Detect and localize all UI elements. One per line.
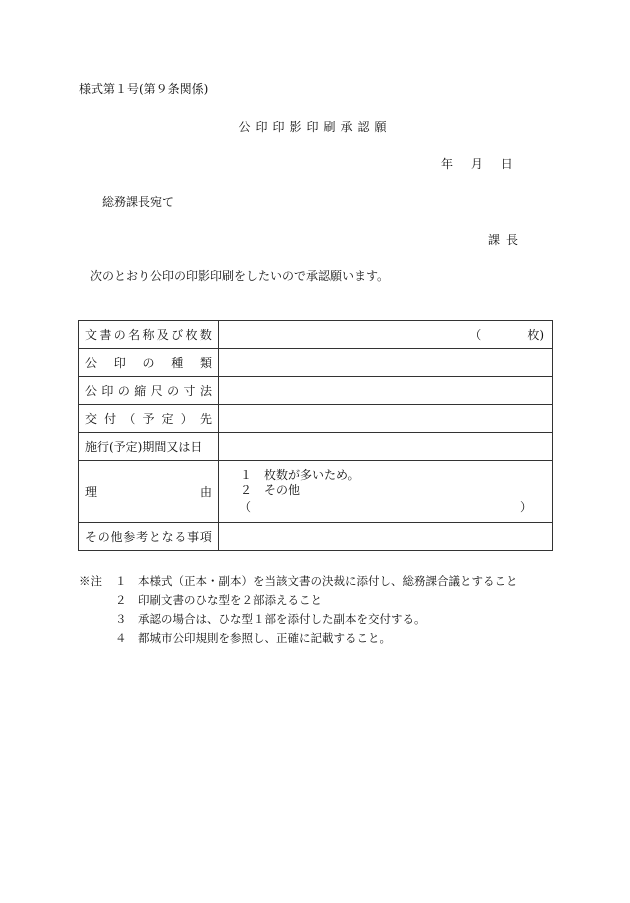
label-char: 由 bbox=[199, 485, 212, 499]
reason-paren-open: （ bbox=[239, 500, 252, 514]
addressee: 総務課長宛て bbox=[102, 195, 175, 209]
note-number: ４ bbox=[115, 631, 127, 645]
date-line bbox=[441, 155, 513, 172]
note-text: 都城市公印規則を参照し、正確に記載すること。 bbox=[138, 631, 391, 645]
row-document-name bbox=[79, 321, 553, 349]
detail-table bbox=[78, 320, 553, 551]
value-delivery-destination[interactable] bbox=[219, 405, 553, 433]
label-delivery-destination bbox=[79, 405, 219, 433]
label-document-name bbox=[79, 321, 219, 349]
label-char: そ bbox=[85, 530, 98, 544]
label-char: な bbox=[161, 530, 174, 544]
label-reason bbox=[79, 461, 219, 523]
label-char: 公 bbox=[85, 356, 98, 370]
row-enforcement-period bbox=[79, 433, 553, 461]
label-char: ） bbox=[180, 412, 193, 426]
value-other-references[interactable] bbox=[219, 523, 553, 551]
document-title: 公印印影印刷承認願 bbox=[238, 120, 392, 134]
note-text: 本様式（正本・副本）を当該文書の決裁に添付し、総務課合議とすること bbox=[138, 574, 518, 588]
reason-option-1[interactable]: １ 枚数が多いため。 bbox=[240, 468, 360, 482]
label-char: の bbox=[113, 328, 126, 342]
reason-other-field[interactable] bbox=[225, 498, 546, 515]
label-char: 定 bbox=[161, 412, 174, 426]
note-number: ３ bbox=[115, 612, 127, 626]
label-char: 書 bbox=[99, 328, 112, 342]
label-char: （ bbox=[123, 412, 136, 426]
date-year: 年 bbox=[441, 157, 454, 171]
value-seal-type[interactable] bbox=[219, 349, 553, 377]
label-char: び bbox=[171, 328, 184, 342]
label-char: 数 bbox=[199, 328, 212, 342]
label-enforcement-period bbox=[79, 433, 219, 461]
note-number: １ bbox=[115, 574, 127, 588]
value-reason[interactable] bbox=[219, 461, 553, 523]
label-char: 先 bbox=[199, 412, 212, 426]
notes bbox=[79, 572, 518, 648]
note-number: ２ bbox=[115, 593, 127, 607]
count-open-paren: （ bbox=[469, 328, 482, 342]
label-char: の bbox=[97, 530, 110, 544]
row-seal-type bbox=[79, 349, 553, 377]
row-other-references bbox=[79, 523, 553, 551]
label-char: 付 bbox=[104, 412, 117, 426]
date-day: 日 bbox=[500, 157, 513, 171]
label-char: 公 bbox=[85, 384, 98, 398]
label-char: 及 bbox=[156, 328, 169, 342]
label-char: 印 bbox=[101, 384, 114, 398]
label-other-references bbox=[79, 523, 219, 551]
label-char: 事 bbox=[187, 530, 200, 544]
row-reason bbox=[79, 461, 553, 523]
label-char: 施行(予定)期間又は日 bbox=[85, 440, 203, 454]
count-unit: 枚) bbox=[527, 328, 544, 342]
label-seal-scale bbox=[79, 377, 219, 405]
note-row bbox=[79, 572, 518, 591]
label-char: と bbox=[148, 530, 161, 544]
label-char: 類 bbox=[199, 356, 212, 370]
label-char: の bbox=[117, 384, 130, 398]
label-char: 尺 bbox=[150, 384, 163, 398]
label-char: 参 bbox=[123, 530, 136, 544]
label-char: 法 bbox=[199, 384, 212, 398]
reason-paren-close: ） bbox=[519, 500, 532, 514]
notes-prefix: ※注 bbox=[79, 574, 102, 588]
label-char: 枚 bbox=[185, 328, 198, 342]
date-month: 月 bbox=[470, 157, 483, 171]
reason-option-2[interactable]: ２ その他 bbox=[240, 483, 301, 497]
label-char: 予 bbox=[142, 412, 155, 426]
note-row bbox=[79, 591, 518, 610]
label-char: の bbox=[142, 356, 155, 370]
label-char: 種 bbox=[171, 356, 184, 370]
label-char: の bbox=[167, 384, 180, 398]
label-char: 名 bbox=[128, 328, 141, 342]
label-char: 印 bbox=[113, 356, 126, 370]
value-seal-scale[interactable] bbox=[219, 377, 553, 405]
row-delivery-destination bbox=[79, 405, 553, 433]
row-seal-scale bbox=[79, 377, 553, 405]
label-char: 理 bbox=[85, 485, 98, 499]
label-char: る bbox=[174, 530, 187, 544]
label-seal-type bbox=[79, 349, 219, 377]
label-char: 交 bbox=[85, 412, 98, 426]
note-row bbox=[79, 629, 518, 648]
request-text: 次のとおり公印の印影印刷をしたいので承認願います。 bbox=[90, 269, 390, 283]
note-text: 承認の場合は、ひな型１部を添付した副本を交付する。 bbox=[138, 612, 426, 626]
label-char: 寸 bbox=[183, 384, 196, 398]
sender: 課長 bbox=[488, 233, 525, 247]
note-row bbox=[79, 610, 518, 629]
value-document-name[interactable] bbox=[219, 321, 553, 349]
form-number: 様式第１号(第９条関係) bbox=[79, 82, 209, 96]
label-char: 他 bbox=[110, 530, 123, 544]
label-char: 縮 bbox=[134, 384, 147, 398]
label-char: 称 bbox=[142, 328, 155, 342]
note-text: 印刷文書のひな型を２部添えること bbox=[138, 593, 322, 607]
label-char: 考 bbox=[136, 530, 149, 544]
label-char: 文 bbox=[85, 328, 98, 342]
label-char: 項 bbox=[199, 530, 212, 544]
value-enforcement-period[interactable] bbox=[219, 433, 553, 461]
